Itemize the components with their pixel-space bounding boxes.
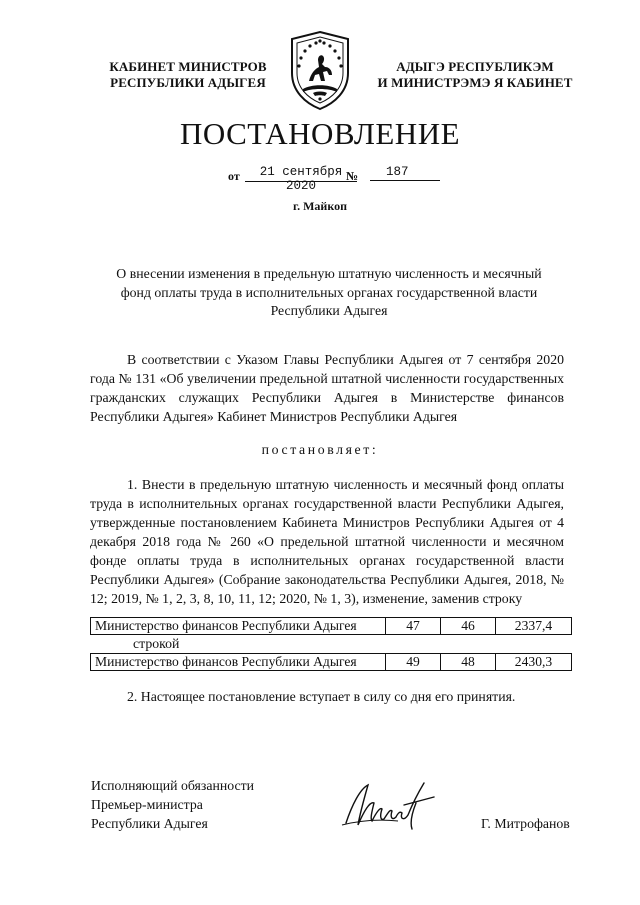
signatory-title-line3: Республики Адыгея: [91, 816, 208, 831]
old-row-col1: 47: [386, 618, 441, 635]
new-row-col2: 48: [441, 654, 496, 671]
city: г. Майкоп: [292, 199, 347, 213]
new-row-table: [90, 653, 572, 671]
decree-word: постановляет:: [261, 442, 379, 457]
old-row-table: [90, 617, 572, 635]
subject-heading: О внесении изменения в предельную штатную численность и месячный фонд оплаты труда в исполнительных органах государственной власти Республики Адыгея: [116, 266, 542, 318]
new-row-name: Министерство финансов Республики Адыгея: [91, 654, 386, 671]
table-row: [91, 618, 572, 635]
header-right-line2: И МИНИСТРЭМЭ Я КАБИНЕТ: [377, 75, 573, 90]
old-row-col2: 46: [441, 618, 496, 635]
preamble-paragraph: В соответствии с Указом Главы Республики Адыгея от 7 сентября 2020 года № 131 «Об увеличении предельной штатной численности государственных гражданских служащих Республики Адыгея в Министерстве финансов Республики Адыгея» Кабинет Министров Республики Адыгея: [90, 352, 564, 424]
signatory-title: [91, 776, 291, 833]
signatory-title-line2: Премьер-министра: [91, 797, 203, 812]
signatory-title-line1: Исполняющий обязанности: [91, 778, 254, 793]
old-row-col3: 2337,4: [496, 618, 572, 635]
item-2-paragraph: 2. Настоящее постановление вступает в силу со дня его принятия.: [127, 689, 516, 704]
old-row-name: Министерство финансов Республики Адыгея: [91, 618, 386, 635]
date-prefix: от: [228, 169, 240, 183]
header-right: [368, 59, 582, 91]
replace-word: строкой: [133, 636, 180, 651]
table-row: [91, 654, 572, 671]
coat-of-arms-emblem-icon: [285, 29, 355, 111]
document-date: 21 сентября 2020: [245, 165, 357, 182]
header-left-line1: КАБИНЕТ МИНИСТРОВ: [109, 59, 267, 74]
document-title: ПОСТАНОВЛЕНИЕ: [179, 116, 461, 151]
header-right-line1: АДЫГЭ РЕСПУБЛИКЭМ: [396, 59, 554, 74]
item-1-paragraph: 1. Внести в предельную штатную численность и месячный фонд оплаты труда в исполнительных органах государственной власти Республики Адыгея, утвержденные постановлением Кабинета Министров Республики Адыгея от 4 декабря 2018 года № 260 «О предельной штатной численности и месячном фонде оплаты труда в исполнительных органах государственной власти Республики Адыгея» (Собрание законодательства Республики Адыгея, 2018, № 12; 2019, № 1, 2, 3, 8, 10, 11, 12; 2020, № 1, 3), изменение, заменив строку: [90, 477, 564, 606]
header-left-line2: РЕСПУБЛИКИ АДЫГЕЯ: [110, 75, 266, 90]
document-number: 187: [370, 165, 440, 181]
header-left: [98, 59, 278, 91]
handwritten-signature: [338, 775, 448, 835]
number-prefix: №: [346, 169, 359, 183]
signatory-name: Г. Митрофанов: [481, 816, 570, 831]
new-row-col3: 2430,3: [496, 654, 572, 671]
new-row-col1: 49: [386, 654, 441, 671]
